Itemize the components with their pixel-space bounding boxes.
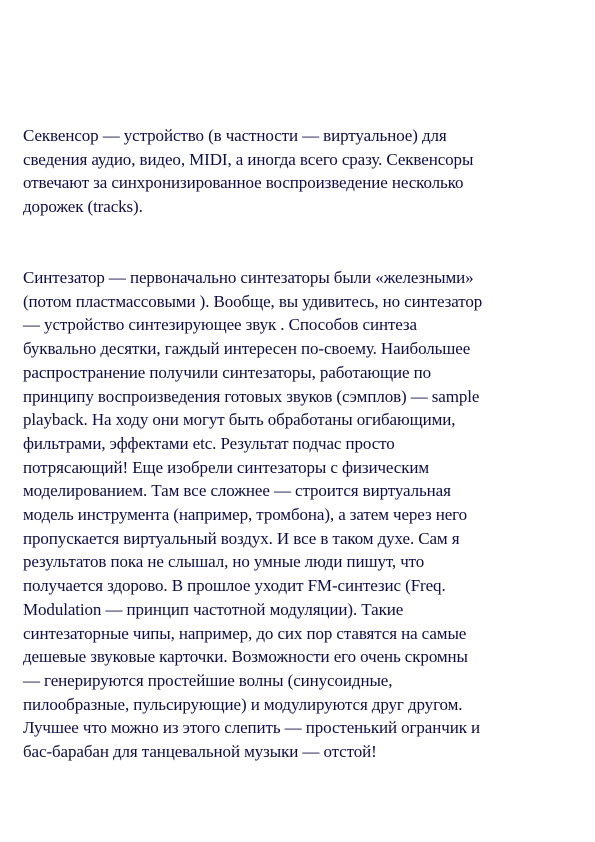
paragraph-line: буквально десятки, гаждый интересен по-своему. Наибольшее (23, 339, 471, 359)
paragraph-line: сведения аудио, видео, MIDI, а иногда всего сразу. Секвенсоры (23, 149, 474, 169)
paragraph-synthesizer (23, 266, 482, 764)
paragraph-line: Секвенсор — устройство (в частности — виртуальное) для (23, 126, 447, 145)
paragraph-line: — устройство синтезирующее звук . Способов синтеза (23, 315, 417, 335)
paragraph-line: модель инструмента (например, тромбона), а затем через него (23, 505, 468, 525)
paragraph-line: Синтезатор — первоначально синтезаторы были «железными» (23, 268, 474, 287)
paragraph-line: получается здорово. В прошлое уходит FM-синтезис (Freq. (23, 576, 446, 596)
paragraph-line: пилообразные, пульсирующие) и модулируются друг другом. (23, 694, 463, 714)
paragraph-line: моделированием. Там все сложнее — строится виртуальная (23, 481, 451, 501)
paragraph-line: синтезаторные чипы, например, до сих пор ставятся на самые (23, 623, 467, 643)
paragraph-line: потрясающий! Еще изобрели синтезаторы с физическим (23, 457, 430, 477)
paragraph-line: дешевые звуковые карточки. Возможности его очень скромны (23, 647, 468, 667)
paragraph-line: playback. На ходу они могут быть обработаны огибающими, (23, 410, 456, 430)
paragraph-line: принципу воспроизведения готовых звуков (сэмплов) — sample (23, 386, 480, 406)
paragraph-line: результатов пока не слышал, но умные люди пишут, что (23, 552, 425, 572)
paragraph-line: отвечают за синхронизированное воспроизведение несколько (23, 173, 464, 193)
paragraph-sequencer (23, 124, 473, 219)
paragraph-line: дорожек (tracks). (23, 197, 143, 217)
paragraph-line: бас-барабан для танцевальной музыки — отстой! (23, 742, 377, 762)
paragraph-line: распространение получили синтезаторы, работающие по (23, 362, 432, 382)
paragraph-line: Лучшее что можно из этого слепить — простенький огранчик и (23, 718, 481, 738)
paragraph-line: пропускается виртуальный воздух. И все в таком духе. Сам я (23, 528, 460, 548)
paragraph-line: фильтрами, эффектами etc. Результат подчас просто (23, 433, 395, 453)
paragraph-line: — генерируются простейшие волны (синусоидные, (23, 670, 393, 690)
paragraph-line: (потом пластмассовыми ). Вообще, вы удивитесь, но синтезатор (23, 291, 483, 311)
paragraph-line: Modulation — принцип частотной модуляции). Такие (23, 599, 404, 619)
